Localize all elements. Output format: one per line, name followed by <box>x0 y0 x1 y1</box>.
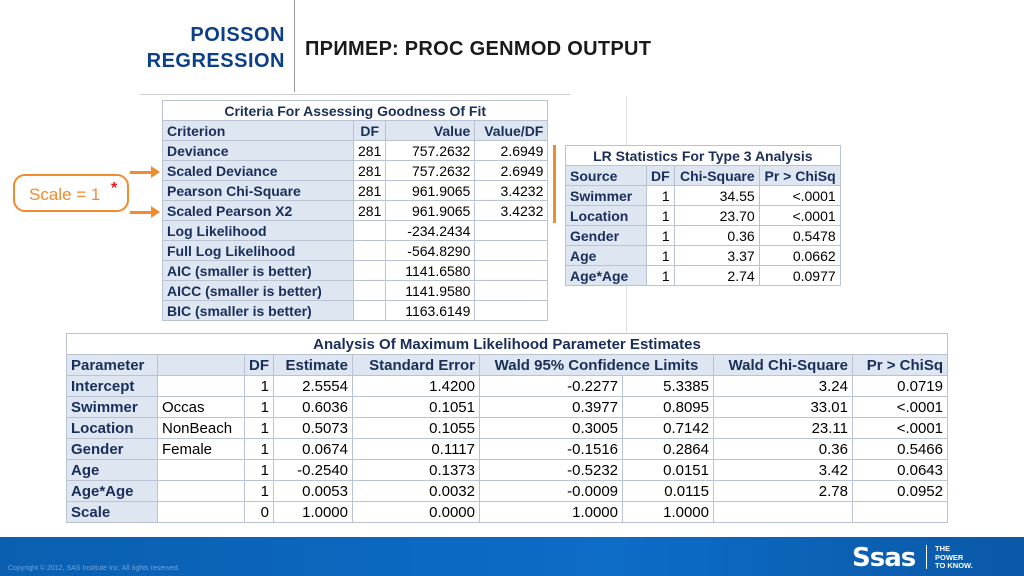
section-title-line2: REGRESSION <box>146 50 285 72</box>
cell: 1.0000 <box>623 502 714 523</box>
table-row <box>163 261 548 281</box>
tagline-line2: POWER <box>935 552 964 562</box>
highlight-bracket <box>553 145 556 223</box>
row-label: Pearson Chi-Square <box>163 181 354 201</box>
cell: 0.5478 <box>759 226 840 246</box>
row-label: Scaled Deviance <box>163 161 354 181</box>
row-label: Swimmer <box>566 186 647 206</box>
cell: 961.9065 <box>386 181 475 201</box>
cell: 0.0662 <box>759 246 840 266</box>
scale-callout <box>13 174 129 212</box>
cell: 281 <box>354 141 386 161</box>
cell <box>354 281 386 301</box>
table-row <box>163 241 548 261</box>
row-label: Scale <box>67 502 158 523</box>
cell: 1 <box>245 439 274 460</box>
column-header: Pr > ChiSq <box>853 355 948 376</box>
cell: 5.3385 <box>623 376 714 397</box>
cell <box>158 460 245 481</box>
cell <box>158 376 245 397</box>
cell <box>354 221 386 241</box>
cell: 757.2632 <box>386 161 475 181</box>
cell: 1 <box>647 206 675 226</box>
cell: 3.4232 <box>475 181 548 201</box>
gof-body <box>163 141 548 321</box>
cell: 34.55 <box>674 186 759 206</box>
column-header: Criterion <box>163 121 354 141</box>
column-header: Chi-Square <box>674 166 759 186</box>
cell: 1141.6580 <box>386 261 475 281</box>
cell: 757.2632 <box>386 141 475 161</box>
cell: 1141.9580 <box>386 281 475 301</box>
cell: 0.7142 <box>623 418 714 439</box>
arrow-right-icon <box>130 211 152 214</box>
table-row <box>163 201 548 221</box>
header-underline <box>140 94 570 95</box>
cell: 1.4200 <box>353 376 480 397</box>
cell <box>853 502 948 523</box>
cell: 0.0151 <box>623 460 714 481</box>
cell <box>475 301 548 321</box>
goodness-of-fit-table <box>162 100 548 321</box>
column-header: Parameter <box>67 355 158 376</box>
table-row <box>67 439 948 460</box>
cell: 1 <box>245 460 274 481</box>
cell: 1 <box>647 246 675 266</box>
table-row <box>163 221 548 241</box>
table-row <box>67 502 948 523</box>
column-header: Standard Error <box>353 355 480 376</box>
row-label: Location <box>566 206 647 226</box>
cell: 23.70 <box>674 206 759 226</box>
table-row <box>566 206 841 226</box>
column-header: Source <box>566 166 647 186</box>
cell: -0.2277 <box>480 376 623 397</box>
table-row <box>67 460 948 481</box>
sas-logo: Ssas <box>852 543 916 573</box>
title-divider <box>294 0 295 92</box>
row-label: Gender <box>67 439 158 460</box>
table-row <box>566 266 841 286</box>
cell: 0.0674 <box>274 439 353 460</box>
column-header: Wald Chi-Square <box>714 355 853 376</box>
row-label: Age*Age <box>566 266 647 286</box>
table-row <box>67 418 948 439</box>
cell: 0.0719 <box>853 376 948 397</box>
cell: 0.36 <box>674 226 759 246</box>
tagline-line1: THE <box>935 544 950 553</box>
table-row <box>163 301 548 321</box>
cell: 0.3977 <box>480 397 623 418</box>
cell: 0.0000 <box>353 502 480 523</box>
column-header: Value/DF <box>475 121 548 141</box>
cell: 2.74 <box>674 266 759 286</box>
cell: 1 <box>647 226 675 246</box>
section-title-line1: POISSON <box>190 24 285 46</box>
cell <box>158 481 245 502</box>
table-row <box>566 226 841 246</box>
tagline-line3: TO KNOW. <box>935 561 973 570</box>
column-header: Wald 95% Confidence Limits <box>480 355 714 376</box>
cell <box>475 241 548 261</box>
row-label: Location <box>67 418 158 439</box>
arrow-right-icon <box>130 171 152 174</box>
table-row <box>163 161 548 181</box>
cell: 1 <box>647 186 675 206</box>
cell: 3.37 <box>674 246 759 266</box>
cell: 0.0032 <box>353 481 480 502</box>
row-label: Intercept <box>67 376 158 397</box>
cell: 1163.6149 <box>386 301 475 321</box>
cell: 0.5466 <box>853 439 948 460</box>
row-label: Deviance <box>163 141 354 161</box>
cell: 2.78 <box>714 481 853 502</box>
cell <box>354 241 386 261</box>
cell: 1.0000 <box>274 502 353 523</box>
column-header: DF <box>245 355 274 376</box>
table-row <box>67 376 948 397</box>
cell <box>714 502 853 523</box>
cell: 0.1051 <box>353 397 480 418</box>
table-row <box>163 281 548 301</box>
row-label: Age*Age <box>67 481 158 502</box>
cell <box>158 502 245 523</box>
table-row <box>163 141 548 161</box>
cell: 0.3005 <box>480 418 623 439</box>
cell: 33.01 <box>714 397 853 418</box>
cell: 0.0053 <box>274 481 353 502</box>
cell: 3.42 <box>714 460 853 481</box>
cell: 1 <box>245 397 274 418</box>
cell: 2.6949 <box>475 161 548 181</box>
row-label: Age <box>67 460 158 481</box>
cell: 1 <box>245 418 274 439</box>
cell: 23.11 <box>714 418 853 439</box>
cell: Occas <box>158 397 245 418</box>
cell <box>475 261 548 281</box>
cell: 281 <box>354 201 386 221</box>
cell <box>354 261 386 281</box>
row-label: Full Log Likelihood <box>163 241 354 261</box>
table-row <box>566 186 841 206</box>
row-label: BIC (smaller is better) <box>163 301 354 321</box>
cell: 1 <box>245 481 274 502</box>
scale-callout-label: Scale = 1 <box>29 185 101 204</box>
section-title <box>80 22 285 74</box>
row-label: AIC (smaller is better) <box>163 261 354 281</box>
row-label: Log Likelihood <box>163 221 354 241</box>
cell: 2.6949 <box>475 141 548 161</box>
cell: 0.2864 <box>623 439 714 460</box>
cell: 0.6036 <box>274 397 353 418</box>
cell: 0.8095 <box>623 397 714 418</box>
cell: -564.8290 <box>386 241 475 261</box>
copyright-text: Copyright © 2012, SAS Institute Inc. All rights reserved. <box>8 565 180 572</box>
table-caption: Criteria For Assessing Goodness Of Fit <box>163 101 548 121</box>
cell: 0.0952 <box>853 481 948 502</box>
table-row <box>67 397 948 418</box>
column-header: DF <box>354 121 386 141</box>
cell: 0.1373 <box>353 460 480 481</box>
cell: 961.9065 <box>386 201 475 221</box>
table-row <box>566 246 841 266</box>
cell: 0 <box>245 502 274 523</box>
table-row <box>67 481 948 502</box>
row-label: AICC (smaller is better) <box>163 281 354 301</box>
cell: 281 <box>354 181 386 201</box>
cell: 0.5073 <box>274 418 353 439</box>
cell: -234.2434 <box>386 221 475 241</box>
cell: 0.36 <box>714 439 853 460</box>
cell: 1.0000 <box>480 502 623 523</box>
cell <box>475 281 548 301</box>
row-label: Swimmer <box>67 397 158 418</box>
row-label: Scaled Pearson X2 <box>163 201 354 221</box>
cell: -0.5232 <box>480 460 623 481</box>
cell: Female <box>158 439 245 460</box>
cell: 3.24 <box>714 376 853 397</box>
cell: -0.0009 <box>480 481 623 502</box>
column-header: DF <box>647 166 675 186</box>
cell: -0.1516 <box>480 439 623 460</box>
cell: <.0001 <box>759 206 840 226</box>
cell: <.0001 <box>853 418 948 439</box>
cell: <.0001 <box>853 397 948 418</box>
column-header: Estimate <box>274 355 353 376</box>
tagline <box>935 545 973 571</box>
cell: 2.5554 <box>274 376 353 397</box>
cell <box>354 301 386 321</box>
cell: 281 <box>354 161 386 181</box>
column-header <box>158 355 245 376</box>
cell: NonBeach <box>158 418 245 439</box>
mle-parameter-table <box>66 333 948 523</box>
slide-title: ПРИМЕР: PROC GENMOD OUTPUT <box>305 38 652 60</box>
cell: 3.4232 <box>475 201 548 221</box>
row-label: Gender <box>566 226 647 246</box>
cell: 1 <box>647 266 675 286</box>
cell: 0.0115 <box>623 481 714 502</box>
cell: 1 <box>245 376 274 397</box>
cell: 0.1117 <box>353 439 480 460</box>
column-header: Pr > ChiSq <box>759 166 840 186</box>
logo-divider <box>926 545 927 569</box>
cell: 0.0643 <box>853 460 948 481</box>
lr-statistics-table <box>565 145 841 286</box>
asterisk-icon: * <box>111 180 118 197</box>
table-caption: Analysis Of Maximum Likelihood Parameter Estimates <box>67 334 948 355</box>
cell: <.0001 <box>759 186 840 206</box>
column-header: Value <box>386 121 475 141</box>
cell: 0.1055 <box>353 418 480 439</box>
cell: 0.0977 <box>759 266 840 286</box>
cell: -0.2540 <box>274 460 353 481</box>
table-caption: LR Statistics For Type 3 Analysis <box>566 146 841 166</box>
table-row <box>163 181 548 201</box>
cell <box>475 221 548 241</box>
row-label: Age <box>566 246 647 266</box>
footer-bar <box>0 537 1024 576</box>
